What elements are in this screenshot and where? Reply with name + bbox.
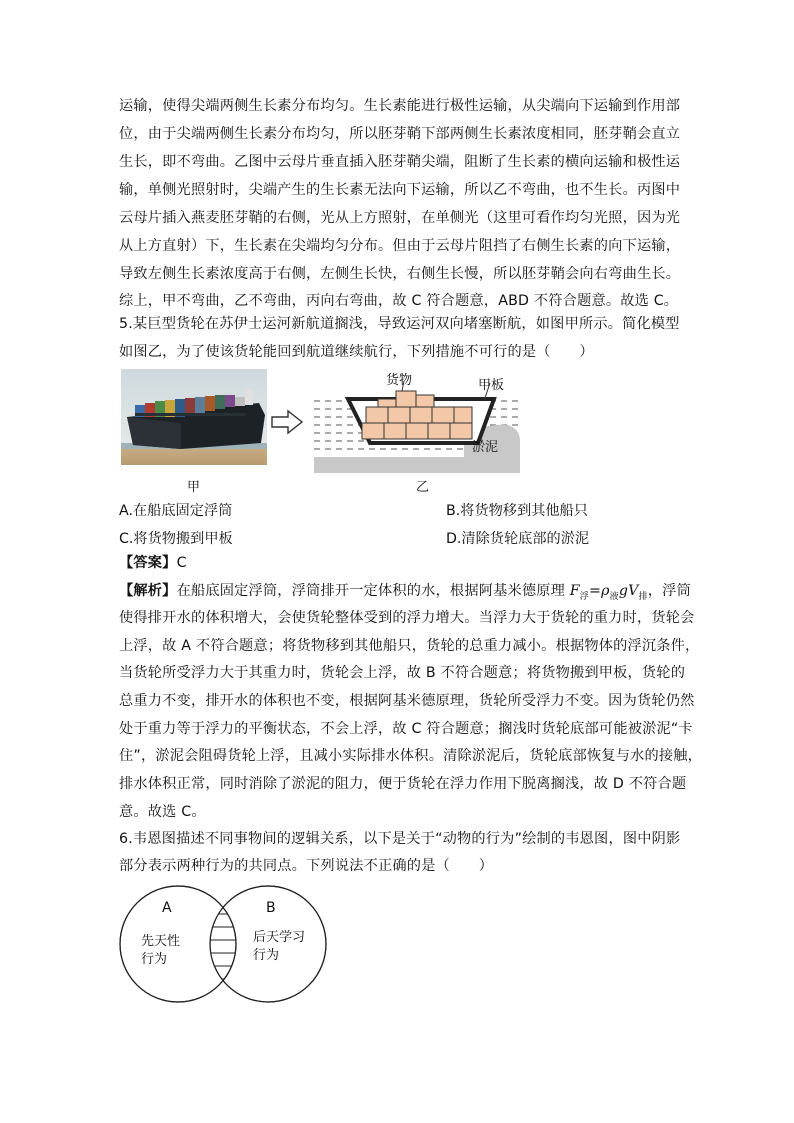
- option-c: C.将货物搬到甲板: [119, 531, 233, 547]
- analysis-line: 意。故选 C。: [119, 804, 206, 820]
- q6-stem-line-2: 部分表示两种行为的共同点。下列说法不正确的是（ ）: [119, 858, 494, 874]
- analysis-line: 处于重力等于浮力的平衡状态，不会上浮，故 C 符合题意；搁浅时货轮底部可能被淤泥“卡: [119, 721, 693, 737]
- explanation-line: 生长，即不弯曲。乙图中云母片垂直插入胚芽鞘尖端，阻断了生长素的横向运输和极性运: [119, 154, 681, 170]
- option-d: D.清除货轮底部的淤泥: [446, 531, 590, 547]
- figure-jia-caption: 甲: [187, 480, 201, 495]
- analysis-tag: 【解析】: [119, 583, 177, 599]
- analysis-line: 使得排开水的体积增大，会使货轮整体受到的浮力增大。当浮力大于货轮的重力时，货轮会: [119, 610, 695, 626]
- analysis-line: 当货轮所受浮力大于其重力时，货轮会上浮，故 B 不符合题意；将货物搬到甲板，货轮的: [119, 665, 686, 681]
- venn-text-a-line1: 先天性: [141, 934, 181, 949]
- explanation-line: 位，由于尖端两侧生长素分布均匀，所以胚芽鞘下部两侧生长素浓度相同，胚芽鞘会直立: [119, 126, 681, 142]
- venn-label-a: A: [162, 900, 172, 916]
- arrow-right-icon: [270, 409, 304, 435]
- analysis-line-1: [119, 581, 691, 607]
- q6-stem-line-1: 6.韦恩图描述不同事物间的逻辑关系，以下是关于“动物的行为”绘制的韦恩图，图中阴影: [119, 831, 681, 847]
- figure-yi-caption: 乙: [416, 480, 430, 495]
- option-b: B.将货物移到其他船只: [446, 503, 588, 519]
- venn-text-a-line2: 行为: [141, 952, 168, 967]
- archimedes-formula: $F_浮=\rho_液gV_排$: [569, 583, 648, 602]
- analysis-line: 住”，淤泥会阻碍货轮上浮，且减小实际排水体积。清除淤泥后，货轮底部恢复与水的接触，: [119, 748, 703, 764]
- analysis-line: 总重力不变，排开水的体积也不变，根据阿基米德原理，货轮所受浮力不变。因为货轮仍然: [119, 693, 695, 709]
- q5-stem-line-1: 5.某巨型货轮在苏伊士运河新航道搁浅，导致运河双向堵塞断航，如图甲所示。简化模型: [119, 316, 680, 332]
- venn-text-b-line2: 行为: [253, 948, 280, 963]
- venn-text-b-line1: 后天学习: [253, 930, 306, 945]
- explanation-line: 综上，甲不弯曲，乙不弯曲，丙向右弯曲，故 C 符合题意，ABD 不符合题意。故选 C。: [119, 293, 679, 309]
- option-a: A.在船底固定浮筒: [119, 503, 233, 519]
- answer-tag: 【答案】: [119, 555, 177, 571]
- explanation-line: 输，单侧光照射时，尖端产生的生长素无法向下运输，所以乙不弯曲，也不生长。丙图中: [119, 182, 681, 198]
- venn-label-b: B: [266, 900, 276, 916]
- explanation-line: 从上方直射）下，生长素在尖端均匀分布。但由于云母片阻挡了右侧生长素的向下运输，: [119, 238, 681, 254]
- explanation-line: 运输，使得尖端两侧生长素分布均匀。生长素能进行极性运输，从尖端向下运输到作用部: [119, 98, 681, 114]
- answer-value: C: [176, 555, 187, 571]
- ship-photo: [121, 369, 267, 465]
- analysis-text-tail: ，浮筒: [647, 583, 691, 599]
- q5-stem-line-2: 如图乙，为了使该货轮能回到航道继续航行，下列措施不可行的是（ ）: [119, 344, 594, 360]
- cargo-label: 货物: [386, 373, 413, 388]
- mud-label: 淤泥: [472, 440, 499, 455]
- analysis-line: 排水体积正常，同时消除了淤泥的阻力，便于货轮在浮力作用下脱离搁浅，故 D 不符合题: [119, 776, 687, 792]
- deck-label: 甲板: [478, 378, 505, 393]
- analysis-line: 上浮，故 A 不符合题意；将货物移到其他船只，货轮的总重力减小。根据物体的浮沉条件，: [119, 638, 700, 654]
- answer-line: [119, 553, 679, 573]
- analysis-text-start: 在船底固定浮筒，浮筒排开一定体积的水，根据阿基米德原理: [176, 583, 566, 599]
- explanation-line: 云母片插入燕麦胚芽鞘的右侧，光从上方照射，在单侧光（这里可看作均匀光照，因为光: [119, 210, 681, 226]
- explanation-line: 导致左侧生长素浓度高于右侧，左侧生长快，右侧生长慢，所以胚芽鞘会向右弯曲生长。: [119, 266, 681, 282]
